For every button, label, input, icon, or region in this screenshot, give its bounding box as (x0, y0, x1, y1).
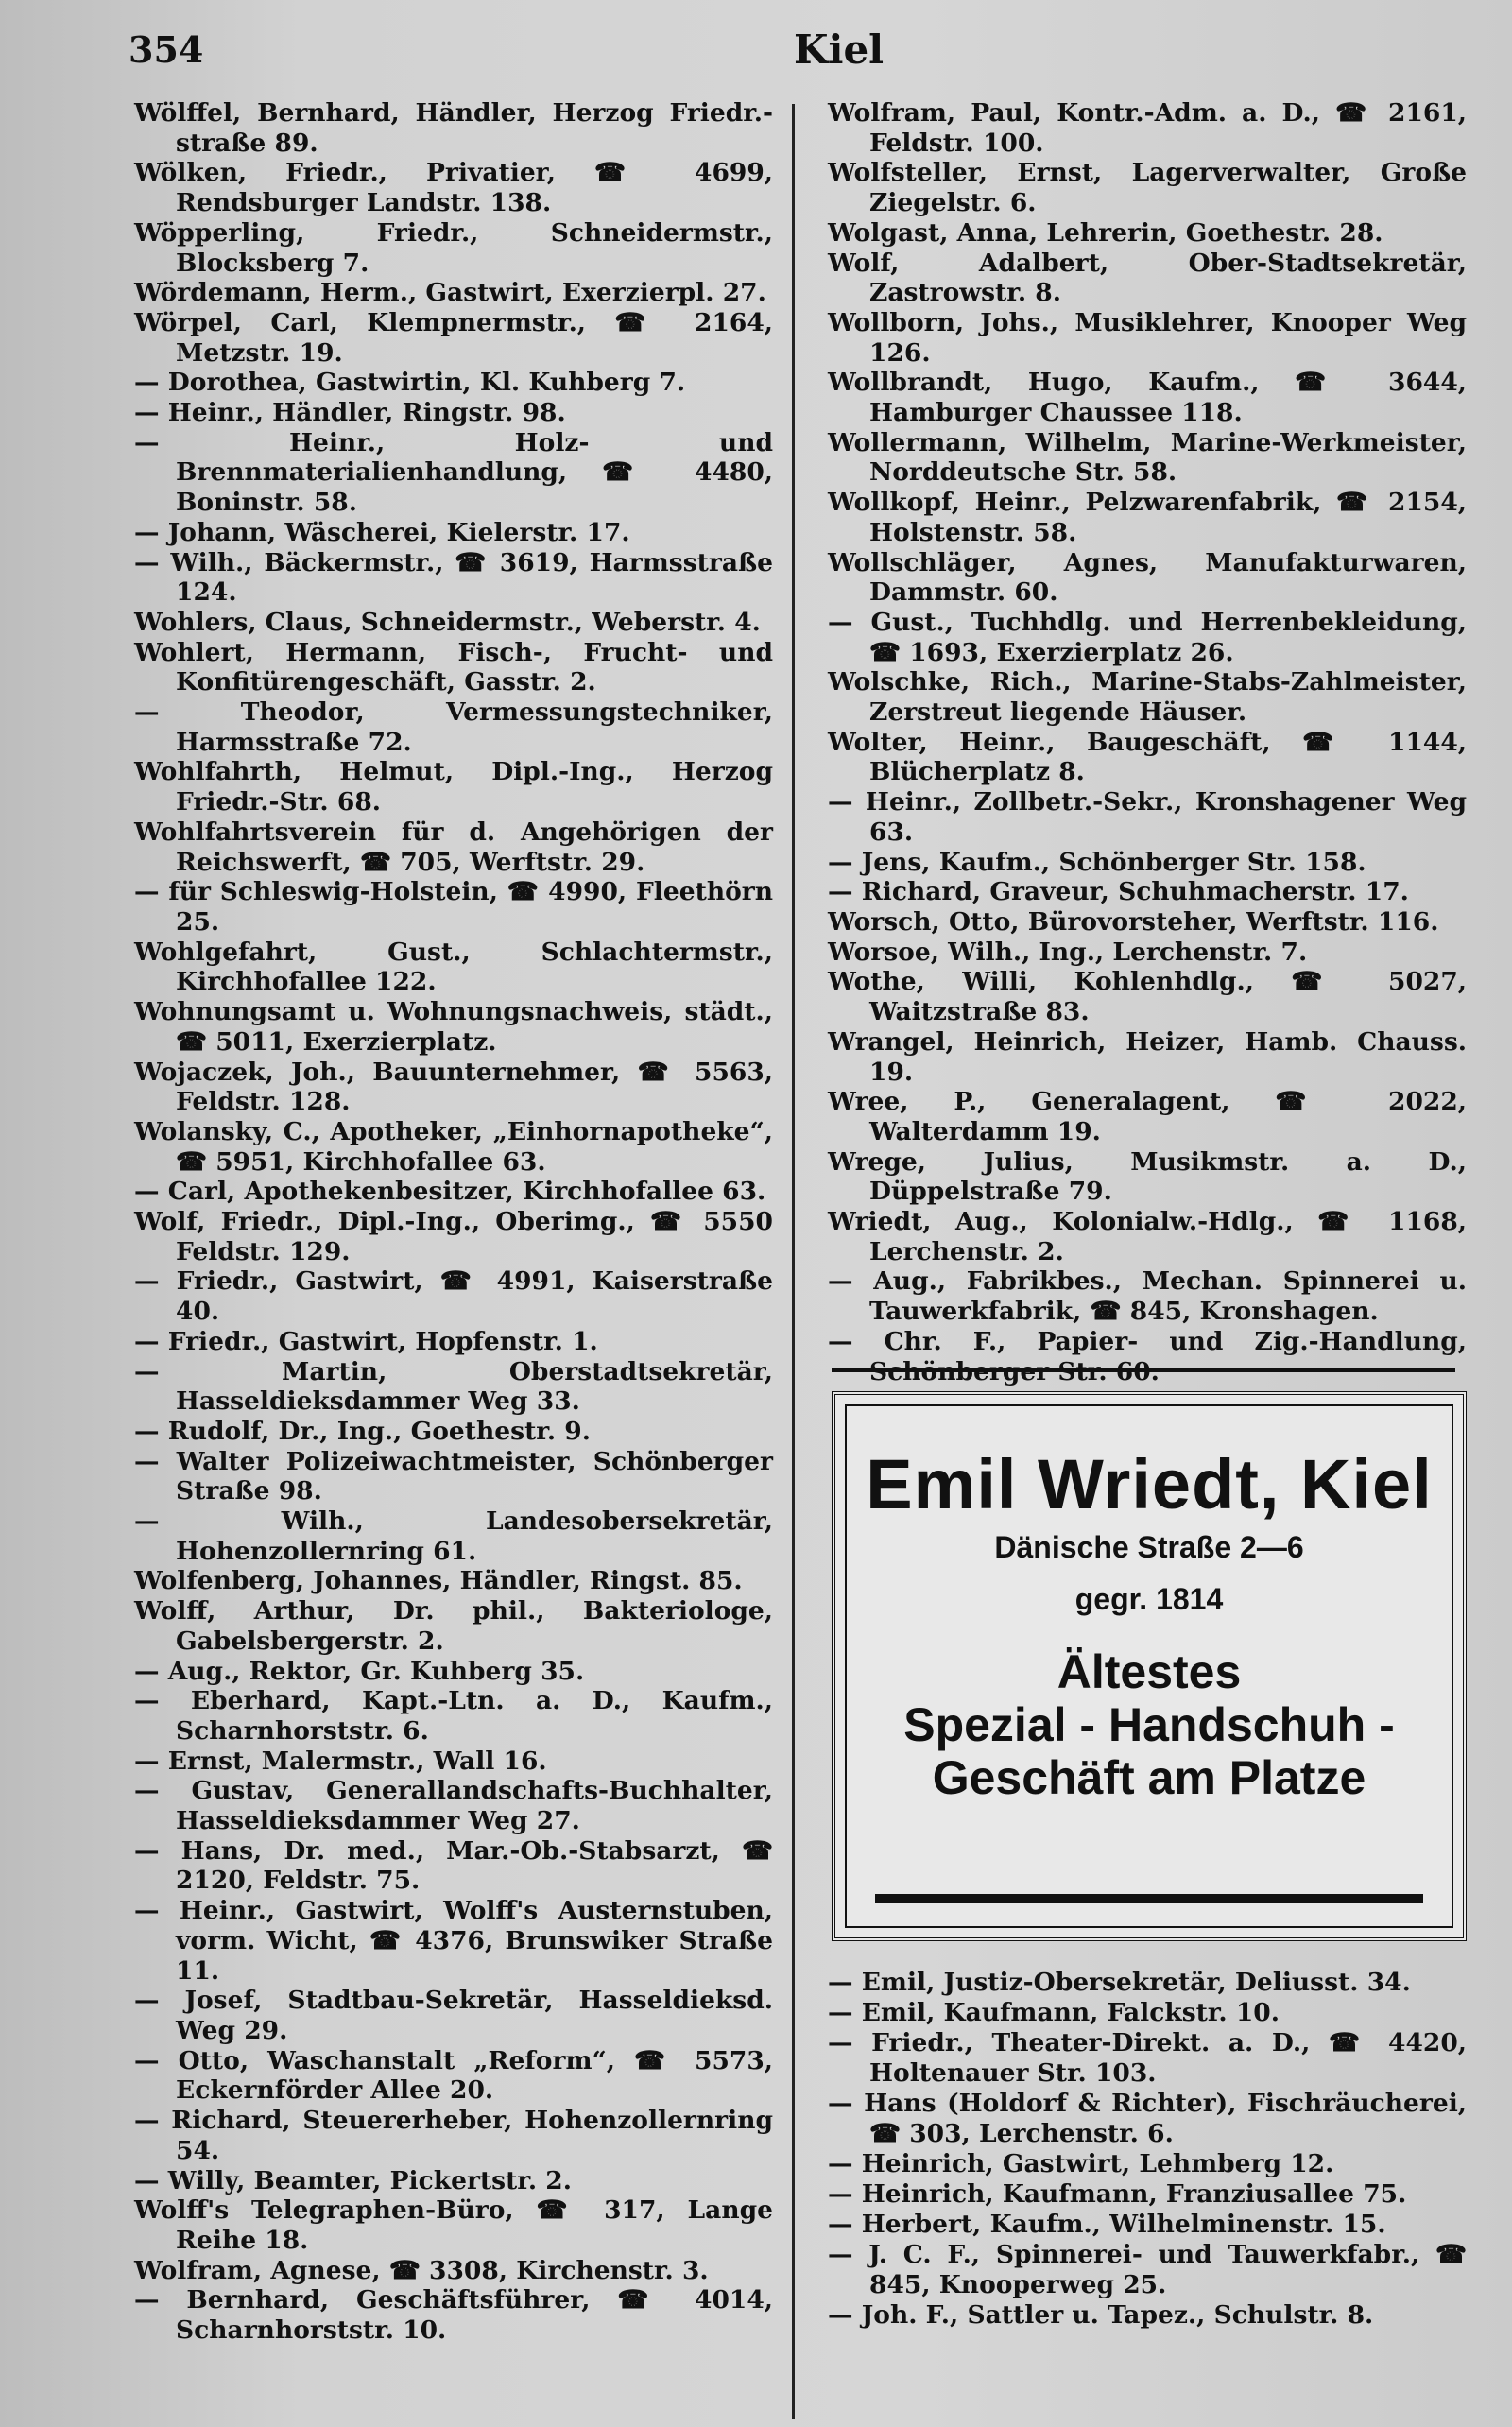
directory-entry: — Joh. F., Sattler u. Tapez., Schulstr. 8. (828, 2300, 1374, 2330)
advertisement-name: Emil Wriedt, Kiel (866, 1445, 1433, 1523)
directory-entry: Wölken, Friedr., Privatier, ☎ 4699, Rendsburger Landstr. 138. (134, 158, 773, 218)
advertisement-separator (832, 1368, 1455, 1372)
directory-entry: Wolter, Heinr., Baugeschäft, ☎ 1144, Blücherplatz 8. (828, 727, 1467, 787)
directory-entry: — Friedr., Gastwirt, Hopfenstr. 1. (134, 1326, 598, 1356)
directory-entry: Wohlgefahrt, Gust., Schlachtermstr., Kirchhofallee 122. (134, 937, 773, 997)
directory-entry: — Chr. F., Papier- und Zig.-Handlung, (828, 1326, 1467, 1356)
directory-entry: — Johann, Wäscherei, Kielerstr. 17. (134, 517, 630, 547)
advertisement-founded: gegr. 1814 (1074, 1582, 1224, 1616)
directory-entry: Wolgast, Anna, Lehrerin, Goethestr. 28. (828, 217, 1383, 248)
left-entry-list (134, 98, 773, 2346)
directory-entry: — Hans, Dr. med., Mar.-Ob.-Stabsarzt, ☎ 2120, Feldstr. 75. (134, 1835, 773, 1896)
directory-entry: — Gust., Tuchhdlg. und Herrenbekleidung, ☎ 1693, Exerzierplatz 26. (828, 607, 1467, 667)
column-divider (792, 104, 795, 2419)
directory-entry: — Eberhard, Kapt.-Ltn. a. D., Kaufm., Scharnhorststr. 6. (134, 1686, 773, 1746)
directory-entry: — Heinr., Holz- und Brennmaterialienhandlung, ☎ 4480, Boninstr. 58. (134, 427, 773, 518)
directory-entry: — Aug., Fabrikbes., Mechan. Spinnerei u. Tauwerkfabrik, ☎ 845, Kronshagen. (828, 1266, 1467, 1327)
directory-entry: — Heinrich, Gastwirt, Lehmberg 12. (828, 2149, 1334, 2178)
directory-entry: — Emil, Kaufmann, Falckstr. 10. (828, 1998, 1280, 2027)
directory-entry: — Jens, Kaufm., Schönberger Str. 158. (828, 847, 1366, 877)
directory-entry: — Willy, Beamter, Pickertstr. 2. (134, 2165, 572, 2195)
advertisement-slogan (847, 1645, 1452, 1804)
directory-entry: — Friedr., Gastwirt, ☎ 4991, Kaiserstraße 40. (134, 1266, 773, 1327)
directory-entry: Worsoe, Wilh., Ing., Lerchenstr. 7. (828, 937, 1308, 967)
directory-entry: Wrege, Julius, Musikmstr. a. D., Düppelstraße 79. (828, 1146, 1467, 1207)
directory-entry: — Theodor, Vermessungstechniker, Harmsstraße 72. (134, 697, 773, 757)
directory-entry: — Heinrich, Kaufmann, Franziusallee 75. (828, 2179, 1407, 2209)
directory-entry: — Wilh., Bäckermstr., ☎ 3619, Harmsstraße 124. (134, 547, 773, 608)
directory-entry: Wördemann, Herm., Gastwirt, Exerzierpl. 27. (134, 278, 766, 308)
directory-entry: — Richard, Steuererheber, Hohenzollernring 54. (134, 2106, 773, 2165)
directory-entry: — Herbert, Kaufm., Wilhelminenstr. 15. (828, 2210, 1386, 2239)
directory-entry: — Rudolf, Dr., Ing., Goethestr. 9. (134, 1416, 591, 1446)
directory-entry: Wohlert, Hermann, Fisch-, Frucht- und Konfitürengeschäft, Gasstr. 2. (134, 637, 773, 697)
left-column (134, 98, 773, 2346)
directory-entry: Wojaczek, Joh., Bauunternehmer, ☎ 5563, Feldstr. 128. (134, 1057, 773, 1117)
directory-entry: — Martin, Oberstadtsekretär, Hasseldieksdammer Weg 33. (134, 1356, 773, 1417)
directory-entry: — Friedr., Theater-Direkt. a. D., ☎ 4420, Holtenauer Str. 103. (828, 2028, 1467, 2088)
directory-entry: Wrangel, Heinrich, Heizer, Hamb. Chauss. 19. (828, 1026, 1467, 1087)
directory-entry: Wolfsteller, Ernst, Lagerverwalter, Große Ziegelstr. 6. (828, 158, 1467, 218)
advertisement-slogan-line: Spezial - Handschuh - (903, 1698, 1395, 1751)
directory-entry: Wolfram, Paul, Kontr.-Adm. a. D., ☎ 2161, Feldstr. 100. (828, 98, 1467, 158)
directory-entry: Wree, P., Generalagent, ☎ 2022, Walterdamm 19. (828, 1087, 1467, 1146)
right-entry-list-bottom (828, 1968, 1467, 2331)
directory-entry: — Walter Polizeiwachtmeister, Schönberger Straße 98. (134, 1446, 773, 1506)
directory-entry: Wolansky, C., Apotheker, „Einhornapotheke“, ☎ 5951, Kirchhofallee 63. (134, 1116, 773, 1177)
directory-entry: Wothe, Willi, Kohlenhdlg., ☎ 5027, Waitzstraße 83. (828, 967, 1467, 1027)
directory-entry: Wolff, Arthur, Dr. phil., Bakteriologe, Gabelsbergerstr. 2. (134, 1596, 773, 1656)
directory-entry: — Dorothea, Gastwirtin, Kl. Kuhberg 7. (134, 368, 686, 398)
directory-entry: Wolf, Friedr., Dipl.-Ing., Oberimg., ☎ 5550 Feldstr. 129. (134, 1207, 773, 1266)
directory-entry: Wollschläger, Agnes, Manufakturwaren, Dammstr. 60. (828, 547, 1467, 608)
directory-entry: — Otto, Waschanstalt „Reform“, ☎ 5573, Eckernförder Allee 20. (134, 2045, 773, 2106)
advertisement-slogan-line: Geschäft am Platze (932, 1751, 1366, 1804)
directory-entry: Wohlfahrth, Helmut, Dipl.-Ing., Herzog Friedr.-Str. 68. (134, 757, 773, 818)
directory-entry: Wollborn, Johs., Musiklehrer, Knooper Weg 126. (828, 307, 1467, 368)
directory-entry: — Emil, Justiz-Obersekretär, Deliusst. 34. (828, 1968, 1411, 1997)
advertisement-address: Dänische Straße 2—6 (994, 1530, 1304, 1564)
advertisement (832, 1391, 1467, 1941)
directory-entry: — J. C. F., Spinnerei- und Tauwerkfabr., ☎ 845, Knooperweg 25. (828, 2240, 1467, 2299)
directory-entry: Wohlers, Claus, Schneidermstr., Weberstr. 4. (134, 607, 761, 637)
directory-entry: Worsch, Otto, Bürovorsteher, Werftstr. 116. (828, 906, 1439, 937)
right-entry-list-top (828, 98, 1467, 1386)
directory-entry: — Heinr., Händler, Ringstr. 98. (134, 398, 566, 428)
advertisement-bar (875, 1894, 1423, 1903)
directory-entry: Wolf, Adalbert, Ober-Stadtsekretär, Zastrowstr. 8. (828, 248, 1467, 308)
directory-entry: Wolfenberg, Johannes, Händler, Ringst. 85. (134, 1566, 743, 1596)
directory-entry: Wriedt, Aug., Kolonialw.-Hdlg., ☎ 1168, Lerchenstr. 2. (828, 1207, 1467, 1266)
directory-entry: — Heinr., Gastwirt, Wolff's Austernstuben, vorm. Wicht, ☎ 4376, Brunswiker Straße 11. (134, 1896, 773, 1986)
directory-entry: Wolfram, Agnese, ☎ 3308, Kirchenstr. 3. (134, 2255, 709, 2285)
directory-entry: Wörpel, Carl, Klempnermstr., ☎ 2164, Metzstr. 19. (134, 307, 773, 368)
directory-entry: Wollermann, Wilhelm, Marine-Werkmeister, Norddeutsche Str. 58. (828, 427, 1467, 488)
page-number: 354 (129, 28, 204, 71)
directory-entry: — Carl, Apothekenbesitzer, Kirchhofallee 63. (134, 1177, 766, 1207)
directory-entry: Wohlfahrtsverein für d. Angehörigen der Reichswerft, ☎ 705, Werftstr. 29. (134, 817, 773, 877)
directory-entry: — für Schleswig-Holstein, ☎ 4990, Fleethörn 25. (134, 877, 773, 937)
directory-entry: Wöpperling, Friedr., Schneidermstr., Blocksberg 7. (134, 217, 773, 278)
directory-entry: Wollbrandt, Hugo, Kaufm., ☎ 3644, Hamburger Chaussee 118. (828, 368, 1467, 428)
directory-entry: — Richard, Graveur, Schuhmacherstr. 17. (828, 877, 1409, 907)
directory-entry: Wolschke, Rich., Marine-Stabs-Zahlmeister, Zerstreut liegende Häuser. (828, 667, 1467, 728)
directory-entry: — Heinr., Zollbetr.-Sekr., Kronshagener Weg 63. (828, 787, 1467, 847)
directory-entry: — Aug., Rektor, Gr. Kuhberg 35. (134, 1656, 585, 1686)
directory-entry: — Bernhard, Geschäftsführer, ☎ 4014, Scharnhorststr. 10. (134, 2285, 773, 2346)
directory-entry: Wölffel, Bernhard, Händler, Herzog Friedr.-straße 89. (134, 98, 773, 158)
directory-entry: — Gustav, Generallandschafts-Buchhalter, Hasseldieksdammer Weg 27. (134, 1776, 773, 1836)
page-title: Kiel (794, 26, 885, 73)
directory-entry: — Josef, Stadtbau-Sekretär, Hasseldieksd. Weg 29. (134, 1986, 773, 2045)
directory-entry: Wohnungsamt u. Wohnungsnachweis, städt., ☎ 5011, Exerzierplatz. (134, 997, 773, 1057)
directory-entry: — Wilh., Landesobersekretär, Hohenzollernring 61. (134, 1506, 773, 1566)
advertisement-slogan-line: Ältestes (1057, 1645, 1242, 1698)
directory-entry: — Ernst, Malermstr., Wall 16. (134, 1746, 547, 1776)
directory-entry: — Hans (Holdorf & Richter), Fischräucherei, ☎ 303, Lerchenstr. 6. (828, 2089, 1467, 2148)
advertisement-frame (845, 1404, 1453, 1928)
directory-entry: Wolff's Telegraphen-Büro, ☎ 317, Lange Reihe 18. (134, 2195, 773, 2255)
directory-entry: Wollkopf, Heinr., Pelzwarenfabrik, ☎ 2154, Holstenstr. 58. (828, 488, 1467, 547)
